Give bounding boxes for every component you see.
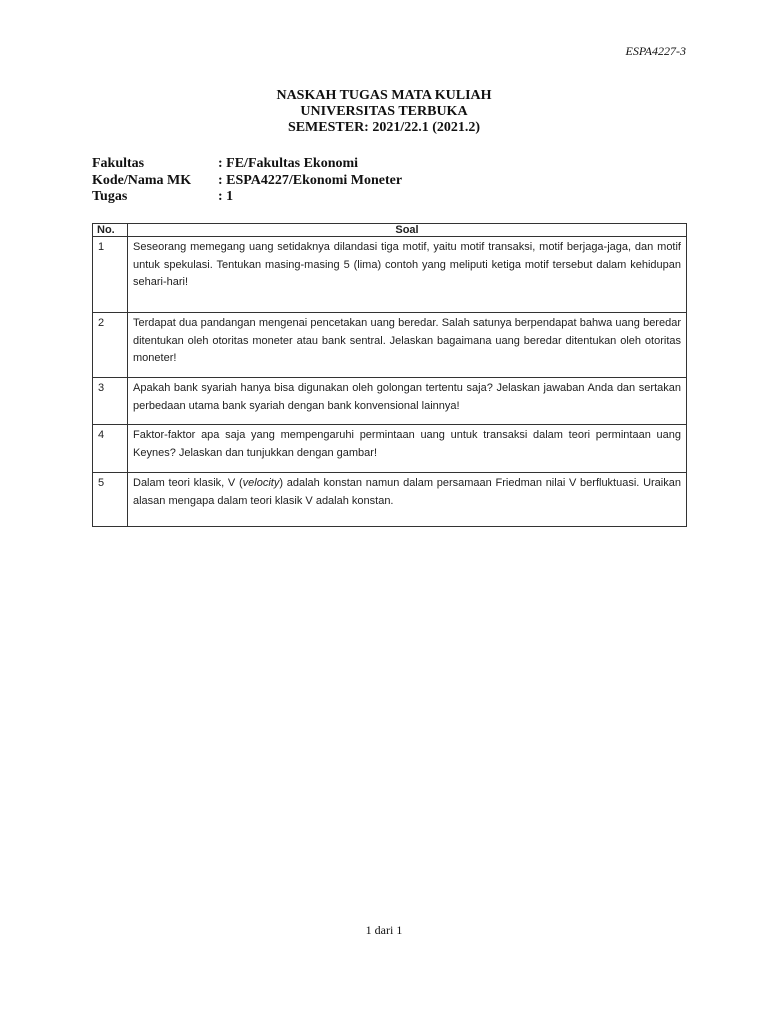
info-label: Tugas — [92, 189, 128, 204]
question-number: 2 — [93, 313, 128, 378]
page-number: 1 dari 1 — [365, 923, 403, 937]
info-value: : FE/Fakultas Ekonomi — [218, 156, 359, 171]
title-line-2: UNIVERSITAS TERBUKA — [300, 104, 468, 119]
table-row — [93, 425, 687, 473]
table-header-row — [93, 224, 687, 237]
document-code: ESPA4227-3 — [625, 44, 686, 58]
question-number: 5 — [93, 473, 128, 527]
question-text: Seseorang memegang uang setidaknya dilandasi tiga motif, yaitu motif transaksi, motif berjaga-jaga, dan motif untuk spekulasi. Tentukan masing-masing 5 (lima) contoh yang meliputi ketiga motif tersebut dalam kehidupan sehari-hari! — [128, 237, 687, 313]
question-number: 4 — [93, 425, 128, 473]
table-row — [93, 473, 687, 527]
table-row — [93, 237, 687, 313]
question-text-part: Dalam teori klasik, V ( — [133, 477, 243, 489]
column-header-soal: Soal — [128, 224, 687, 237]
info-label: Kode/Nama MK — [92, 172, 192, 188]
question-text: Apakah bank syariah hanya bisa digunakan oleh golongan tertentu saja? Jelaskan jawaban Anda dan sertakan perbedaan utama bank syariah dengan bank konvensional lainnya! — [128, 378, 687, 425]
title-line-3: SEMESTER: 2021/22.1 (2021.2) — [287, 120, 481, 135]
column-header-no: No. — [93, 224, 128, 237]
question-text: Faktor-faktor apa saja yang mempengaruhi permintaan uang untuk transaksi dalam teori permintaan uang Keynes? Jelaskan dan tunjukkan dengan gambar! — [128, 425, 687, 473]
title-line-1: NASKAH TUGAS MATA KULIAH — [276, 88, 492, 103]
course-info — [92, 156, 402, 206]
question-text-italic: velocity — [242, 477, 280, 489]
question-text: Terdapat dua pandangan mengenai pencetakan uang beredar. Salah satunya berpendapat bahwa uang beredar ditentukan oleh otoritas moneter atau bank sentral. Jelaskan bagaimana uang beredar ditentukan oleh otoritas moneter! — [128, 313, 687, 378]
info-row-tugas — [92, 189, 402, 206]
question-text-part: ) adalah konstan namun dalam persamaan Friedman nilai V berfluktuasi. Uraikan alasan mengapa dalam teori klasik V adalah konstan. — [133, 477, 681, 507]
info-row-fakultas — [92, 156, 402, 173]
question-number: 3 — [93, 378, 128, 425]
table-row — [93, 313, 687, 378]
info-label: Fakultas — [92, 156, 145, 171]
info-row-kode-mk — [92, 173, 402, 190]
info-value: : ESPA4227/Ekonomi Moneter — [218, 172, 403, 188]
questions-table — [92, 223, 687, 527]
question-number: 1 — [93, 237, 128, 313]
document-title — [0, 88, 768, 136]
question-text — [128, 473, 687, 527]
info-value: : 1 — [218, 189, 234, 204]
table-row — [93, 378, 687, 425]
